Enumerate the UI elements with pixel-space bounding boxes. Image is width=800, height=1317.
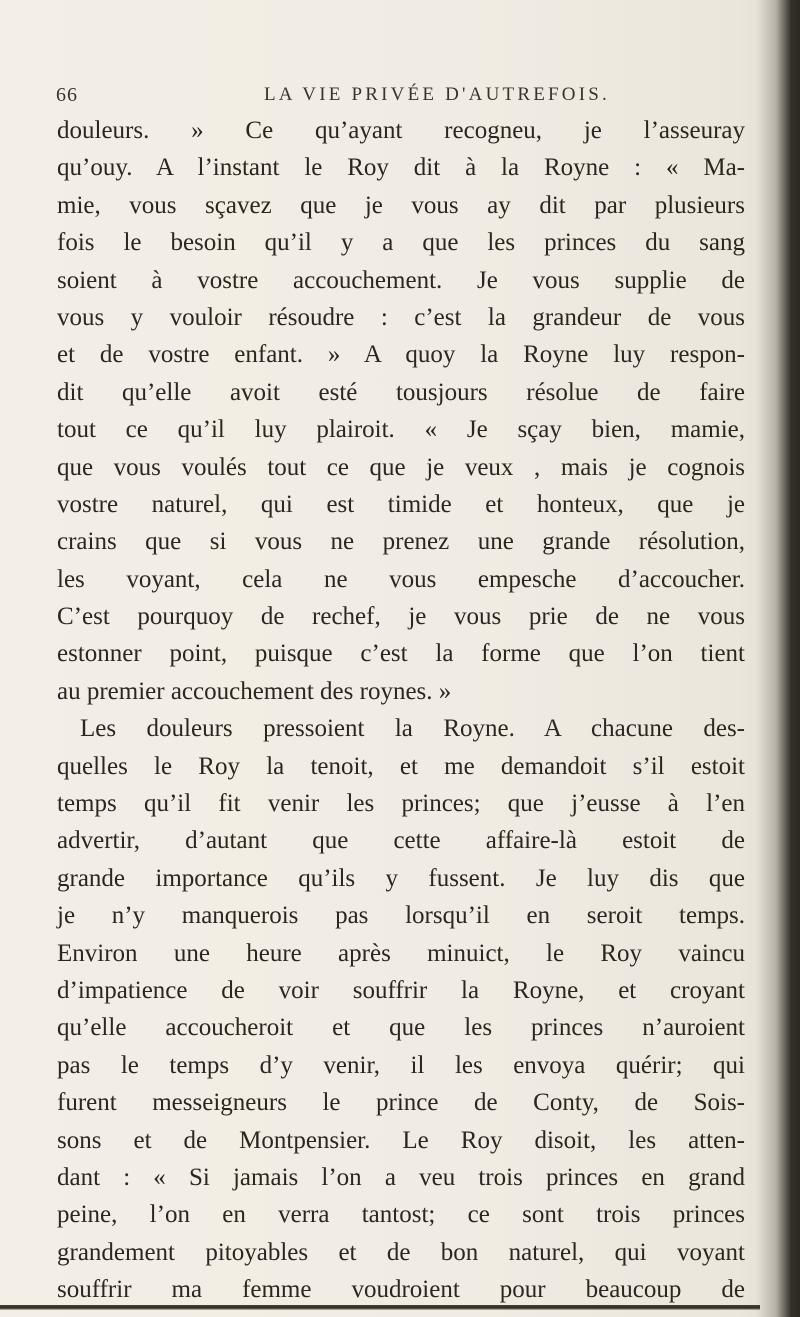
text-line: grandement pitoyables et de bon naturel, qui voyant xyxy=(57,1238,745,1266)
text-line: qu’elle accoucheroit et que les princes n’auroient xyxy=(57,1014,745,1042)
text-line: douleurs. » Ce qu’ayant recogneu, je l’asseuray xyxy=(57,117,745,144)
text-line: tout ce qu’il luy plairoit. « Je sçay bien, mamie, xyxy=(57,416,745,444)
text-line: C’est pourquoy de rechef, je vous prie de ne vous xyxy=(57,603,745,631)
text-line: soient à vostre accouchement. Je vous supplie de xyxy=(57,266,745,294)
text-line: fois le besoin qu’il y a que les princes du sang xyxy=(57,229,745,257)
text-line: Les douleurs pressoient la Royne. A chacune des- xyxy=(80,715,745,743)
text-line: peine, l’on en verra tantost; ce sont trois princes xyxy=(57,1201,745,1229)
running-title: LA VIE PRIVÉE D'AUTREFOIS. xyxy=(264,84,610,105)
text-line: et de vostre enfant. » A quoy la Royne luy respon- xyxy=(57,341,745,369)
text-line: les voyant, cela ne vous empesche d’accoucher. xyxy=(57,565,745,593)
text-line: souffrir ma femme voudroient pour beaucoup de xyxy=(57,1276,745,1304)
page-number: 66 xyxy=(56,84,78,106)
text-line: pas le temps d’y venir, il les envoya quérir; qui xyxy=(57,1051,745,1079)
text-line: dit qu’elle avoit esté tousjours résolue de faire xyxy=(57,378,745,406)
text-line: estonner point, puisque c’est la forme que l’on tient xyxy=(57,640,745,668)
text-line: sons et de Montpensier. Le Roy disoit, les atten- xyxy=(57,1126,745,1154)
text-line: je n’y manquerois pas lorsqu’il en seroit temps. xyxy=(57,902,745,930)
text-line: advertir, d’autant que cette affaire-là estoit de xyxy=(57,827,745,855)
text-line: mie, vous sçavez que je vous ay dit par plusieurs xyxy=(57,191,745,219)
text-line: Environ une heure après minuict, le Roy vaincu xyxy=(57,939,745,967)
text-line: grande importance qu’ils y fussent. Je luy dis que xyxy=(57,864,745,892)
text-line: crains que si vous ne prenez une grande résolution, xyxy=(57,528,745,556)
text-line: d’impatience de voir souffrir la Royne, et croyant xyxy=(57,976,745,1004)
text-line: furent messeigneurs le prince de Conty, de Sois- xyxy=(57,1089,745,1117)
text-line: qu’ouy. A l’instant le Roy dit à la Royne : « Ma- xyxy=(57,154,745,182)
text-line: dant : « Si jamais l’on a veu trois princes en grand xyxy=(57,1163,745,1191)
body-text xyxy=(57,112,745,1309)
text-line: au premier accouchement des roynes. » xyxy=(57,677,452,705)
text-line: que vous voulés tout ce que je veux , mais je cognois xyxy=(57,453,745,481)
text-line: vous y vouloir résoudre : c’est la grandeur de vous xyxy=(57,303,745,331)
text-line: quelles le Roy la tenoit, et me demandoit s’il estoit xyxy=(57,752,745,780)
text-line: temps qu’il fit venir les princes; que j’eusse à l’en xyxy=(57,790,745,818)
text-line: vostre naturel, qui est timide et honteux, que je xyxy=(57,490,745,518)
page-edge-shadow xyxy=(756,0,800,1317)
